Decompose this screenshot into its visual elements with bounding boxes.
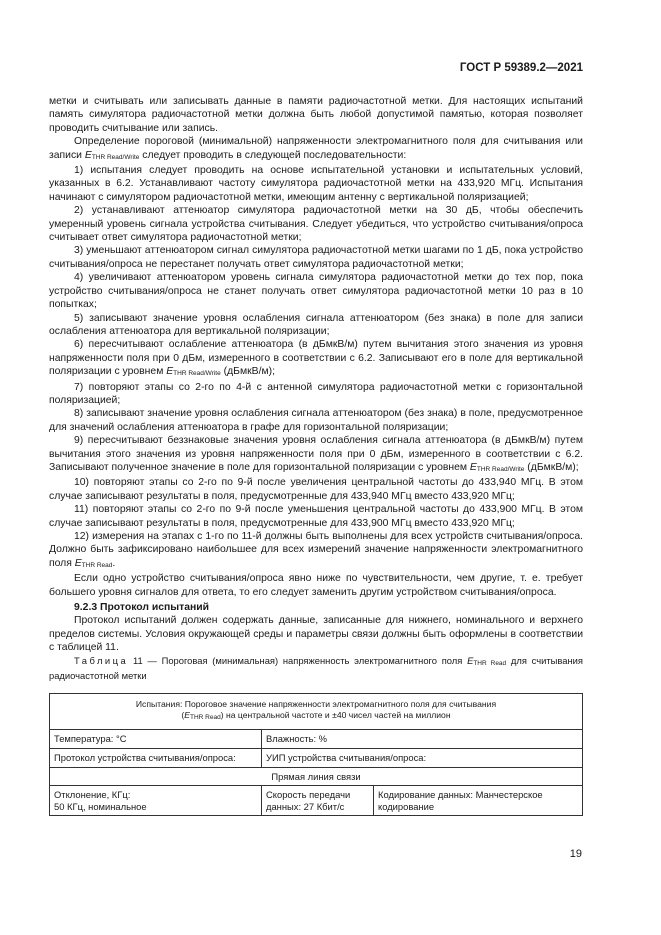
step-11: 11) повторяют этапы со 2-го по 9-й после уменьшения центральной частоты до 433,900 МГц. В этом случае записывают результаты в поля, предусмотренные для 433,900 МГц вместо 433,920 МГц; <box>49 504 583 529</box>
step-7: 7) повторяют этапы со 2-го по 4-й с антенной симулятора радиочастотной метки с горизонтальной поляризацией; <box>49 381 583 406</box>
temperature-cell: Температура: °С <box>50 730 262 749</box>
table-title-cell: Испытания: Пороговое значение напряженности электромагнитного поля для считывания (ETHR Read) на центральной частоте и ±40 чисел частей на миллион <box>50 694 583 730</box>
table-caption: Таблица 11 — Пороговая (минимальная) напряженность электромагнитного поля ETHR Read для считывания радиочастотной метки <box>49 654 583 682</box>
step-10: 10) повторяют этапы со 2-го по 9-й после увеличения центральной частоты до 433,940 МГц. В этом случае записывают результаты в поля, предусмотренные для 433,940 МГц вместо 433,920 МГц; <box>49 477 583 502</box>
step-2: 2) устанавливают аттенюатор симулятора радиочастотной метки на 30 дБ, чтобы обеспечить умеренный уровень сигнала устройства считывания. Следует убедиться, что устройство считывания/опроса считывает ответ симулятора радиочастотной метки; <box>49 205 583 244</box>
uip-cell: УИП устройства считывания/опроса: <box>262 749 583 768</box>
step-12: 12) измерения на этапах с 1-го по 11-й должны быть выполнены для всех устройств считывания/опроса. Должно быть зафиксировано наибольшее для всех измерений значение напряженности электромагнитного поля ETHR Read. <box>49 531 583 569</box>
document-header: ГОСТ Р 59389.2—2021 <box>459 62 583 74</box>
paragraph: Протокол испытаний должен содержать данные, записанные для нижнего, номинального и верхнего пределов системы. Условия окружающей среды и параметры связи должны быть оформлены в соответствии с таблицей 11. <box>49 615 583 654</box>
link-row: Прямая линия связи <box>50 767 583 786</box>
results-table <box>49 693 583 816</box>
speed-cell: Скорость передачи данных: 27 Кбит/с <box>262 786 374 816</box>
step-5: 5) записывают значение уровня ослабления сигнала аттенюатором (без знака) в поле для записи ослабления аттенюатора для вертикальной поляризации; <box>49 312 583 337</box>
paragraph: Определение пороговой (минимальной) напряженности электромагнитного поля для считывания или записи ETHR Read/Write следует проводить в следующей последовательности: <box>49 136 583 161</box>
step-4: 4) увеличивают аттенюатором уровень сигнала симулятора радиочастотной метки до тех пор, пока устройство считывания/опроса не станет получать ответ симулятора радиочастотной метки 10 раз в 10 попытках; <box>49 272 583 311</box>
step-3: 3) уменьшают аттенюатором сигнал симулятора радиочастотной метки шагами по 1 дБ, пока устройство считывания/опроса не перестанет получать ответ симулятора радиочастотной метки; <box>49 245 583 270</box>
step-8: 8) записывают значение уровня ослабления сигнала аттенюатором (без знака) в поле, предусмотренное для значений ослабления аттенюатора в графе для горизонтальной поляризации; <box>49 408 583 433</box>
step-6: 6) пересчитывают ослабление аттенюатора (в дБмкВ/м) путем вычитания этого значения из уровня напряженности поля при 0 дБм, измеренного в соответствии с 6.2. Записывают его в поле для вертикальной поляризации с уровнем ETHR Read/Write (дБмкВ/м); <box>49 339 583 378</box>
deviation-cell: Отклонение, КГц: 50 КГц, номинальное <box>50 786 262 816</box>
protocol-cell: Протокол устройства считывания/опроса: <box>50 749 262 768</box>
step-1: 1) испытания следует проводить на основе испытательной установки и испытательных условий, указанных в 6.2. Устанавливают частоту симулятора радиочастотной метки на 433,920 МГц. Испытания начинают с симулятором радиочастотной метки, имеющим антенну с вертикальной поляризацией; <box>49 165 583 203</box>
coding-cell: Кодирование данных: Манчестерское кодирование <box>374 786 583 816</box>
step-9: 9) пересчитывают беззнаковые значения уровня ослабления сигнала аттенюатора (в дБмкВ/м) путем вычитания этого значения из уровня напряженности поля при 0 дБм, измеренного в соответствии с 6.2. Записывают полученное значение в поле для горизонтальной поляризации с уровнем ETHR Read/Write (дБмкВ/м); <box>49 435 583 473</box>
document-body <box>49 95 583 816</box>
humidity-cell: Влажность: % <box>262 730 583 749</box>
section-heading: 9.2.3 Протокол испытаний <box>74 602 210 614</box>
paragraph: Если одно устройство считывания/опроса явно ниже по чувствительности, чем другие, т. е. требует большего уровня сигналов для ответа, то его следует заменить другим устройством считывания/опроса. <box>49 573 583 598</box>
paragraph: метки и считывать или записывать данные в памяти радиочастотной метки. Для настоящих испытаний память симулятора радиочастотной метки должна быть любой допустимой памятью, которая позволяет проводить считывание или запись. <box>49 96 583 134</box>
page-number: 19 <box>569 848 582 860</box>
